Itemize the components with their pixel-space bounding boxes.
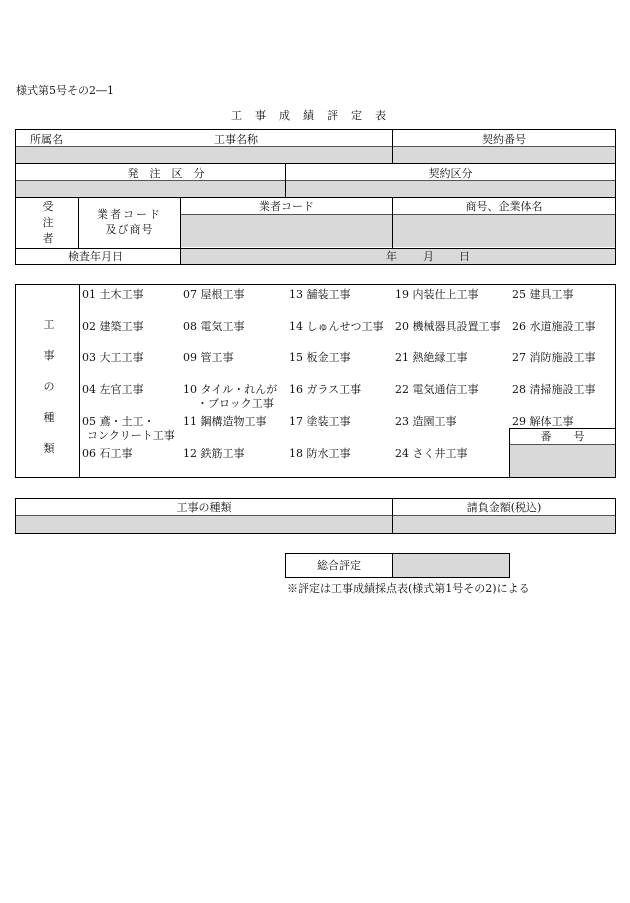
work-type-11: 11 鋼構造物工事	[183, 415, 267, 428]
contract-class-label: 契約区分	[428, 167, 473, 180]
affiliation-label: 所属名	[30, 133, 63, 146]
work-type-14: 14 しゅんせつ工事	[289, 320, 384, 333]
work-type-02: 02 建築工事	[82, 320, 144, 333]
work-type-05-cont: コンクリート工事	[87, 429, 175, 442]
work-type-12: 12 鉄筋工事	[183, 447, 245, 460]
inspection-date-label: 検査年月日	[68, 250, 123, 263]
work-type-label: 工事の種類	[176, 501, 232, 514]
work-type-09: 09 管工事	[183, 351, 234, 364]
orderer-class-label: 発 注 区 分	[127, 167, 205, 180]
overall-rating-field[interactable]	[393, 554, 509, 577]
work-type-07: 07 屋根工事	[183, 288, 245, 301]
work-type-17: 17 塗装工事	[289, 415, 351, 428]
work-type-25: 25 建具工事	[512, 288, 574, 301]
orderer-class-field[interactable]	[16, 181, 285, 197]
contract-number-label: 契約番号	[482, 133, 526, 146]
company-name-field[interactable]	[393, 215, 615, 247]
work-type-15: 15 板金工事	[289, 351, 351, 364]
inspection-date-field[interactable]	[181, 249, 615, 264]
work-type-20: 20 機械器具設置工事	[395, 320, 501, 333]
work-type-13: 13 舗装工事	[289, 288, 351, 301]
vendor-code-field[interactable]	[181, 215, 392, 247]
work-type-24: 24 さく井工事	[395, 447, 468, 460]
code-and-name-label: 業者コード 及び商号	[97, 208, 162, 236]
number-field[interactable]	[510, 445, 615, 477]
form-id: 様式第5号その2―1	[16, 84, 114, 97]
work-type-01: 01 土木工事	[82, 288, 144, 301]
rating-note: ※評定は工事成績採点表(様式第1号その2)による	[287, 582, 530, 595]
work-type-18: 18 防水工事	[289, 447, 351, 460]
work-type-21: 21 熱絶縁工事	[395, 351, 468, 364]
work-type-06: 06 石工事	[82, 447, 133, 460]
work-type-22: 22 電気通信工事	[395, 383, 479, 396]
number-label: 番 号	[540, 430, 585, 443]
date-year: 年	[386, 250, 397, 263]
date-day: 日	[459, 250, 470, 263]
work-type-27: 27 消防施設工事	[512, 351, 596, 364]
work-type-04: 04 左官工事	[82, 383, 144, 396]
work-type-field[interactable]	[16, 516, 392, 533]
work-type-26: 26 水道施設工事	[512, 320, 596, 333]
company-name-label: 商号、企業体名	[465, 200, 543, 213]
date-month: 月	[423, 250, 434, 263]
work-type-10: 10 タイル・れんが	[183, 383, 278, 396]
work-type-29: 29 解体工事	[512, 415, 574, 428]
work-type-10-cont: ・ブロック工事	[197, 397, 274, 410]
contractor-vertical-label: 受 注 者	[42, 200, 54, 245]
work-type-23: 23 造園工事	[395, 415, 457, 428]
work-type-05: 05 鳶・土工・	[82, 415, 155, 428]
affiliation-work-name-field[interactable]	[16, 147, 392, 163]
vendor-code-label: 業者コード	[259, 200, 314, 213]
contract-number-field[interactable]	[393, 147, 615, 163]
work-types-vertical-label: 工 事 の 種 類	[43, 318, 55, 455]
work-type-16: 16 ガラス工事	[289, 383, 362, 396]
overall-rating-label: 総合評定	[317, 559, 361, 572]
work-type-19: 19 内装仕上工事	[395, 288, 479, 301]
page-title: 工事成績評定表	[231, 109, 399, 122]
work-type-28: 28 清掃施設工事	[512, 383, 596, 396]
contract-class-field[interactable]	[286, 181, 615, 197]
contract-amount-label: 請負金額(税込)	[466, 501, 542, 514]
contract-amount-field[interactable]	[393, 516, 615, 533]
work-type-08: 08 電気工事	[183, 320, 245, 333]
work-type-03: 03 大工工事	[82, 351, 144, 364]
work-name-label: 工事名称	[214, 133, 258, 146]
